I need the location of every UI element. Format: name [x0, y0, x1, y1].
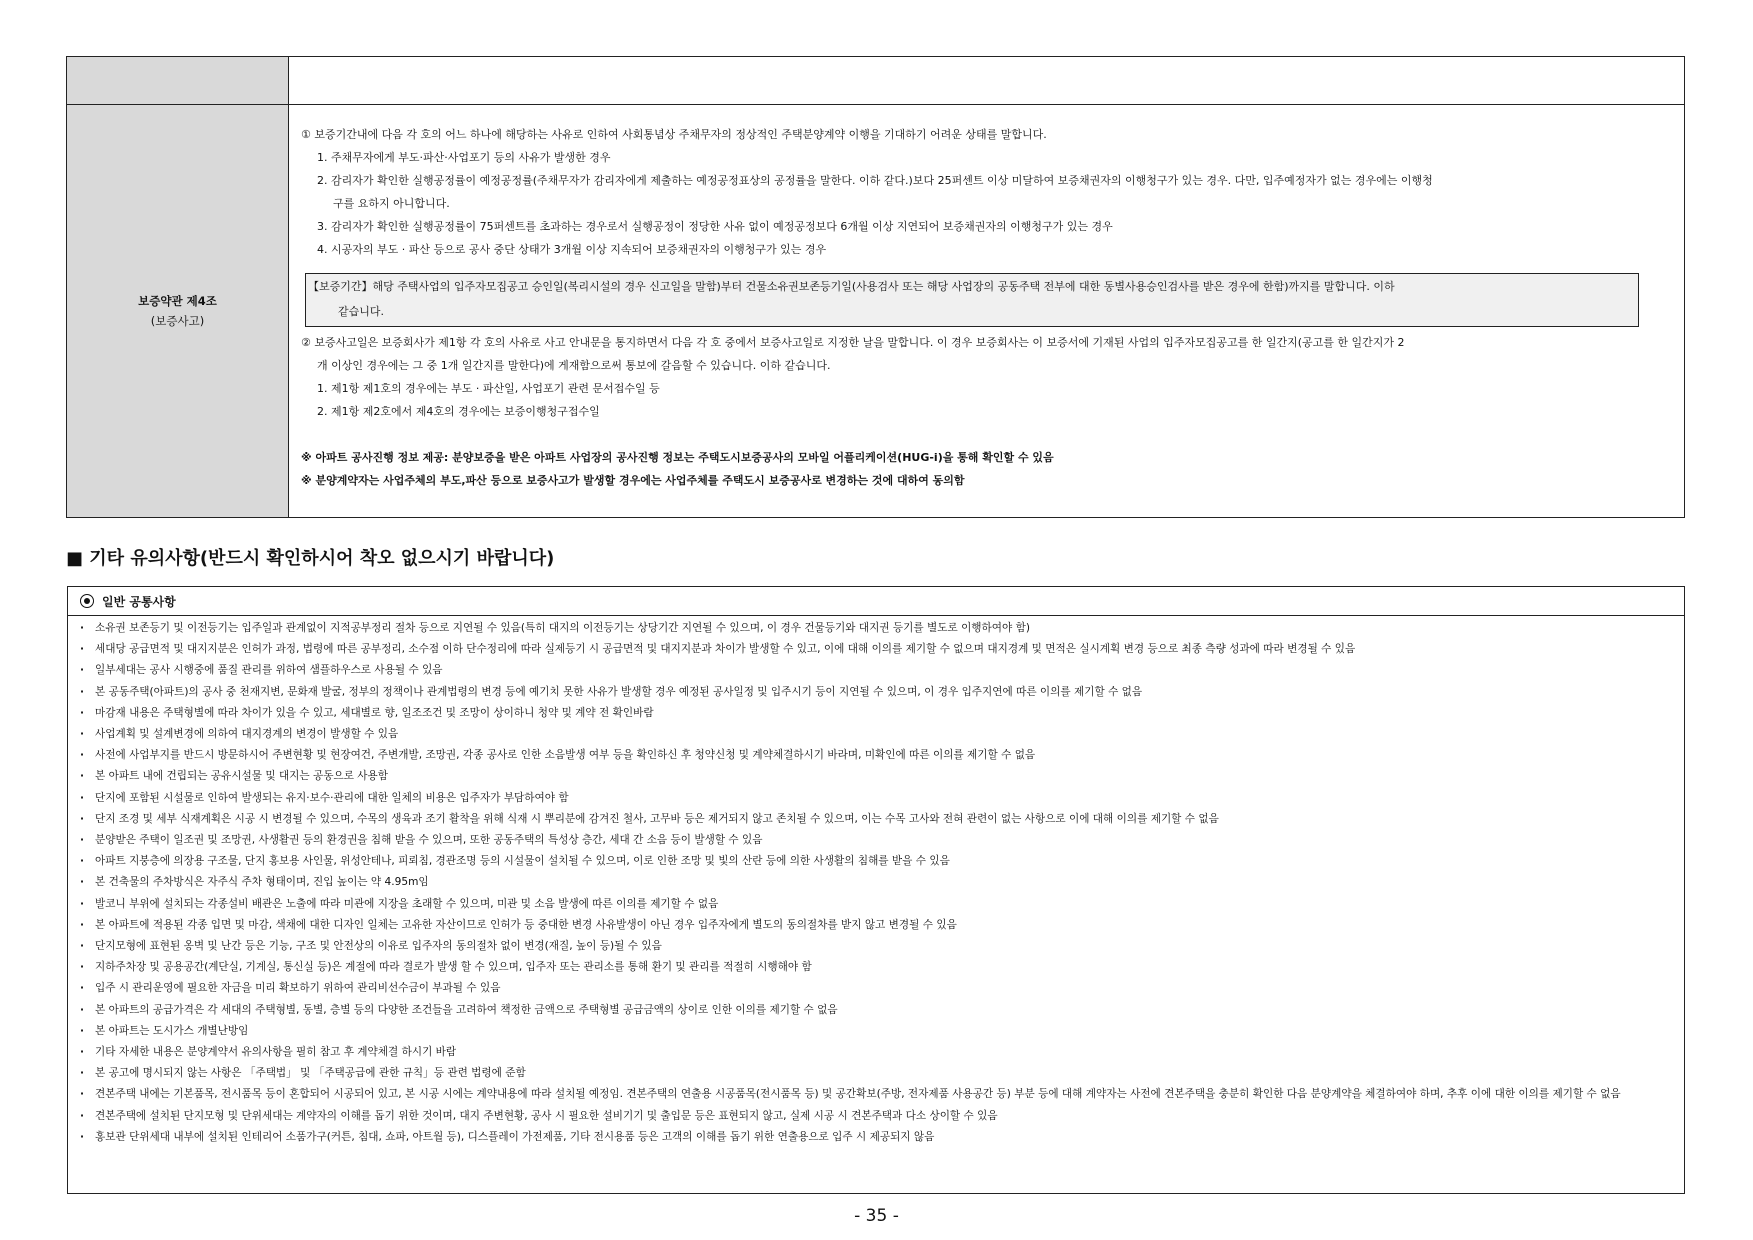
- list-item: · 기타 자세한 내용은 분양계약서 유의사항을 필히 참고 후 계약체결 하시기 바람: [80, 1042, 1674, 1063]
- general-notes-box: [67, 586, 1685, 1194]
- list-item: · 본 아파트의 공급가격은 각 세대의 주택형별, 동별, 층별 등의 다양한 조건들을 고려하여 책정한 금액으로 주택형별 공급금액의 상이로 인한 이의를 제기할 수 없음: [80, 1000, 1674, 1021]
- list-item: · 사업계획 및 설계변경에 의하여 대지경계의 변경이 발생할 수 있음: [80, 724, 1674, 745]
- remark-developer-change: ※ 분양계약자는 사업주체의 부도,파산 등으로 보증사고가 발생할 경우에는 사업주체를 주택도시 보증공사로 변경하는 것에 대하여 동의함: [301, 474, 965, 487]
- list-item: · 단지모형에 표현된 옹벽 및 난간 등은 기능, 구조 및 안전상의 이유로 입주자의 동의절차 없이 변경(재질, 높이 등)될 수 있음: [80, 936, 1674, 957]
- list-item: · 단지에 포함된 시설물로 인하여 발생되는 유지·보수·관리에 대한 일체의 비용은 입주자가 부담하여야 함: [80, 788, 1674, 809]
- list-item: · 세대당 공급면적 및 대지지분은 인허가 과정, 법령에 따른 공부정리, 소수점 이하 단수정리에 따라 실제등기 시 공급면적 및 대지지분과 차이가 발생할 수 있고, 이에 대해 이의를 제기할 수 없으며 대지경계 및 면적은 실시계획 변경 등으로 최종 측량 성과에 따라 변경될 수 있음: [80, 639, 1674, 660]
- clause1-intro: ① 보증기간내에 다음 각 호의 어느 하나에 해당하는 사유로 인하여 사회통념상 주채무자의 정상적인 주택분양계약 이행을 기대하기 어려운 상태를 말합니다.: [301, 128, 1047, 141]
- list-item: · 발코니 부위에 설치되는 각종설비 배관은 노출에 따라 미관에 지장을 초래할 수 있으며, 미관 및 소음 발생에 따른 이의를 제기할 수 없음: [80, 894, 1674, 915]
- guarantee-period-note-line1: 【보증기간】해당 주택사업의 입주자모집공고 승인일(복리시설의 경우 신고일을 말함)부터 건물소유권보존등기일(사용검사 또는 해당 사업장의 공동주택 전부에 대한 동별사용승인검사를 받은 경우에 한함)까지를 말합니다. 이하: [308, 280, 1395, 293]
- guarantee-period-note-box: [305, 273, 1639, 327]
- clause-label-subtitle: (보증사고): [150, 314, 205, 328]
- list-item: · 아파트 지붕층에 의장용 구조물, 단지 홍보용 사인물, 위성안테나, 피뢰침, 경관조명 등의 시설물이 설치될 수 있으며, 이로 인한 조망 및 빛의 산란 등에 의한 사생활의 침해를 받을 수 있음: [80, 851, 1674, 872]
- clause1-item-4: 4. 시공자의 부도 · 파산 등으로 공사 중단 상태가 3개월 이상 지속되어 보증채권자의 이행청구가 있는 경우: [317, 243, 827, 256]
- list-item: · 일부세대는 공사 시행중에 품질 관리를 위하여 샘플하우스로 사용될 수 있음: [80, 660, 1674, 681]
- clause2-item-1: 1. 제1항 제1호의 경우에는 부도 · 파산일, 사업포기 관련 문서접수일 등: [317, 382, 660, 395]
- clause-label-title: 보증약관 제4조: [138, 294, 217, 308]
- list-item: · 견본주택에 설치된 단지모형 및 단위세대는 계약자의 이해를 돕기 위한 것이며, 대지 주변현황, 공사 시 필요한 설비기기 및 출입문 등은 표현되지 않고, 실제 시공 시 견본주택과 다소 상이할 수 있음: [80, 1106, 1674, 1127]
- list-item: · 견본주택 내에는 기본품목, 전시품목 등이 혼합되어 시공되어 있고, 본 시공 시에는 계약내용에 따라 설치될 예정임. 견본주택의 연출용 시공품목(전시품목 등) 및 공간확보(주방, 전자제품 사용공간 등) 부분 등에 대해 계약자는 사전에 견본주택을 충분히 확인한 다음 분양계약을 체결하여야 하며, 추후 이에 대한 이의를 제기할 수 없음: [80, 1084, 1674, 1105]
- list-item: · 본 공고에 명시되지 않는 사항은 「주택법」 및 「주택공급에 관한 규칙」등 관련 법령에 준함: [80, 1063, 1674, 1084]
- guarantee-period-note-line2: 같습니다.: [338, 305, 385, 318]
- general-notes-heading: [80, 593, 176, 610]
- list-item: · 입주 시 관리운영에 필요한 자금을 미리 확보하기 위하여 관리비선수금이 부과될 수 있음: [80, 978, 1674, 999]
- list-item: · 본 건축물의 주차방식은 자주식 주차 형태이며, 진입 높이는 약 4.95m임: [80, 872, 1674, 893]
- clause-content-cell: [289, 105, 1684, 517]
- list-item: · 마감재 내용은 주택형별에 따라 차이가 있을 수 있고, 세대별로 향, 일조조건 및 조망이 상이하니 청약 및 계약 전 확인바람: [80, 703, 1674, 724]
- page-number: - 35 -: [854, 1206, 899, 1226]
- remark-construction-info: ※ 아파트 공사진행 정보 제공: 분양보증을 받은 아파트 사업장의 공사진행 정보는 주택도시보증공사의 모바일 어플리케이션(HUG-i)을 통해 확인할 수 있음: [301, 451, 1054, 464]
- list-item: · 지하주차장 및 공용공간(계단실, 기계실, 통신실 등)은 계절에 따라 결로가 발생 할 수 있으며, 입주자 또는 관리소를 통해 환기 및 관리를 적절히 시행해야 함: [80, 957, 1674, 978]
- guarantee-clause-table: [66, 56, 1685, 518]
- list-item: · 소유권 보존등기 및 이전등기는 입주일과 관계없이 지적공부정리 절차 등으로 지연될 수 있음(특히 대지의 이전등기는 상당기간 지연될 수 있으며, 이 경우 건물등기와 대지권 등기를 별도로 이행하여야 함): [80, 618, 1674, 639]
- list-item: · 분양받은 주택이 일조권 및 조망권, 사생활권 등의 환경권을 침해 받을 수 있으며, 또한 공동주택의 특성상 층간, 세대 간 소음 등이 발생할 수 있음: [80, 830, 1674, 851]
- clause1-item-3: 3. 감리자가 확인한 실행공정률이 75퍼센트를 초과하는 경우로서 실행공정이 정당한 사유 없이 예정공정보다 6개월 이상 지연되어 보증채권자의 이행청구가 있는 경우: [317, 220, 1113, 233]
- notes-list: [80, 618, 1674, 1148]
- list-item: · 본 공동주택(아파트)의 공사 중 천재지변, 문화재 발굴, 정부의 정책이나 관계법령의 변경 등에 예기치 못한 사유가 발생할 경우 예정된 공사일정 및 입주시기 등이 지연될 수 있으며, 이 경우 입주지연에 따른 이의를 제기할 수 없음: [80, 682, 1674, 703]
- list-item: · 홍보관 단위세대 내부에 설치된 인테리어 소품가구(커튼, 침대, 쇼파, 아트월 등), 디스플레이 가전제품, 기타 전시용품 등은 고객의 이해를 돕기 위한 연출용으로 입주 시 제공되지 않음: [80, 1127, 1674, 1148]
- section-title: ■ 기타 유의사항(반드시 확인하시어 착오 없으시기 바랍니다): [66, 548, 555, 569]
- list-item: · 사전에 사업부지를 반드시 방문하시어 주변현황 및 현장여건, 주변개발, 조망권, 각종 공사로 인한 소음발생 여부 등을 확인하신 후 청약신청 및 계약체결하시기 바라며, 미확인에 따른 이의를 제기할 수 없음: [80, 745, 1674, 766]
- bullseye-icon: [80, 594, 94, 608]
- clause2-item-2: 2. 제1항 제2호에서 제4호의 경우에는 보증이행청구접수일: [317, 405, 600, 418]
- clause2-line1: ② 보증사고일은 보증회사가 제1항 각 호의 사유로 사고 안내문을 통지하면서 다음 각 호 중에서 보증사고일로 지정한 날을 말합니다. 이 경우 보증회사는 이 보증서에 기재된 사업의 입주자모집공고를 한 일간지(공고를 한 일간지가 2: [301, 336, 1405, 349]
- clause1-item-2-cont: 구를 요하지 아니합니다.: [333, 197, 450, 210]
- clause1-item-1: 1. 주채무자에게 부도·파산·사업포기 등의 사유가 발생한 경우: [317, 151, 611, 164]
- list-item: · 본 아파트는 도시가스 개별난방임: [80, 1021, 1674, 1042]
- heading-divider: [68, 615, 1684, 616]
- clause2-line2: 개 이상인 경우에는 그 중 1개 일간지를 말한다)에 게재함으로써 통보에 갈음할 수 있습니다. 이하 같습니다.: [317, 359, 831, 372]
- table-header-cell-left: [67, 57, 289, 105]
- general-notes-heading-text: 일반 공통사항: [102, 595, 176, 609]
- list-item: · 본 아파트 내에 건립되는 공유시설물 및 대지는 공동으로 사용함: [80, 766, 1674, 787]
- clause-label-cell: [67, 105, 289, 517]
- clause1-item-2: 2. 감리자가 확인한 실행공정률이 예정공정률(주채무자가 감리자에게 제출하는 예정공정표상의 공정률을 말한다. 이하 같다.)보다 25퍼센트 이상 미달하여 보증채권자의 이행청구가 있는 경우. 다만, 입주예정자가 없는 경우에는 이행청: [317, 174, 1433, 187]
- list-item: · 단지 조경 및 세부 식재계획은 시공 시 변경될 수 있으며, 수목의 생육과 조기 활착을 위해 식재 시 뿌리분에 감겨진 철사, 고무바 등은 제거되지 않고 존치될 수 있으며, 이는 수목 고사와 전혀 관련이 없는 사항으로 이에 대해 이의를 제기할 수 없음: [80, 809, 1674, 830]
- list-item: · 본 아파트에 적용된 각종 입면 및 마감, 색채에 대한 디자인 일체는 고유한 자산이므로 인허가 등 중대한 변경 사유발생이 아닌 경우 입주자에게 별도의 동의절차를 받지 않고 변경될 수 있음: [80, 915, 1674, 936]
- table-header-cell-right: [289, 57, 1684, 105]
